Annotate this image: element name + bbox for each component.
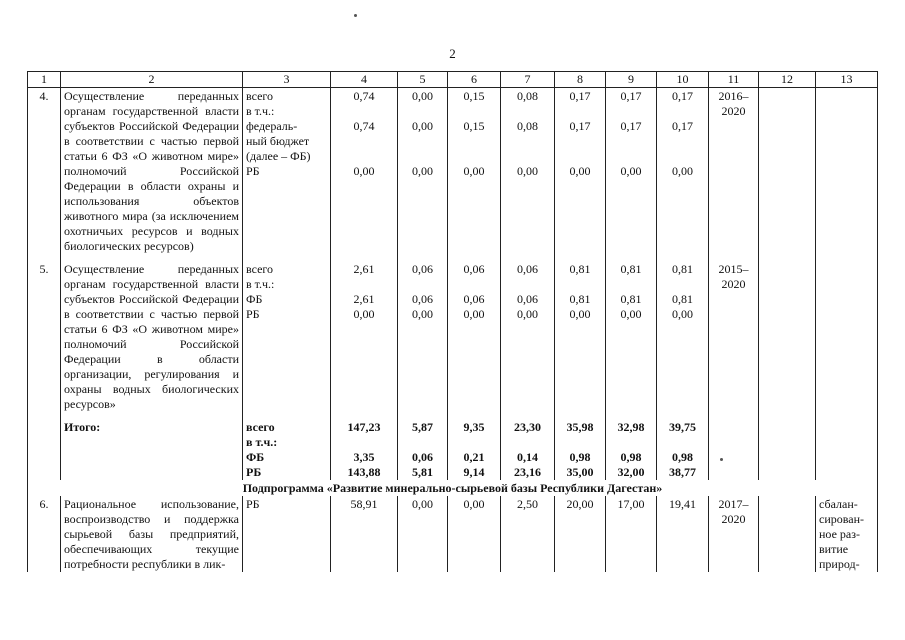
column-header-8: 8 <box>555 72 606 88</box>
value-v8-line: 0,81 <box>569 262 591 276</box>
total-value-v9-line: 32,98 <box>617 420 645 434</box>
implementation-period-line: 2020 <box>721 277 746 291</box>
value-v6-line <box>451 134 497 149</box>
expected-result-line: сбалан- <box>819 497 858 511</box>
value-v7-line <box>504 277 551 292</box>
value-v5-line: 0,06 <box>412 262 433 276</box>
funding-source-line: в т.ч.: <box>246 104 275 118</box>
implementation-period <box>709 261 759 412</box>
total-value-v4 <box>331 419 398 480</box>
value-v8-line <box>558 104 602 119</box>
funding-source-line: ФБ <box>246 292 263 306</box>
total-value-v4-line: 147,23 <box>347 420 381 434</box>
gap-cell <box>555 254 606 261</box>
value-v8-line <box>558 149 602 164</box>
total-empty-cell <box>709 419 759 480</box>
value-v9-line <box>609 134 653 149</box>
implementation-period <box>709 496 759 572</box>
value-v5-line: 0,00 <box>412 164 433 178</box>
total-empty-cell <box>759 419 816 480</box>
column-header-2: 2 <box>61 72 243 88</box>
value-v6-line: 0,06 <box>463 292 485 306</box>
expected-result <box>816 261 878 412</box>
value-v8-line <box>558 277 602 292</box>
table-row <box>28 496 878 572</box>
total-value-v7-line <box>504 435 551 450</box>
value-v5-line: 0,06 <box>412 292 433 306</box>
gap-cell <box>606 254 657 261</box>
column-12-cell <box>759 88 816 255</box>
measure-name-text: Рациональное использование, воспроизводство и поддержка сырьевой базы предприятий, обеспечивающих текущие потребности республики в лик- <box>64 497 239 571</box>
total-value-v8-line: 35,98 <box>566 420 594 434</box>
value-v9-line: 0,81 <box>620 262 642 276</box>
value-v4 <box>331 261 398 412</box>
gap-cell <box>61 412 243 419</box>
measure-name-text: Осуществление переданных органам государственной власти субъектов Российской Федерации в соответствии с частью первой статьи 6 ФЗ «О животном мире» полномочий Российской Федерации в области охраны и использования объектов животного мира (за исключением охотничьих ресурсов и водных биологических ресурсов) <box>64 89 239 253</box>
total-value-v6-line: 9,35 <box>463 420 485 434</box>
value-v4-line: 0,00 <box>353 307 375 321</box>
measure-name <box>61 496 243 572</box>
total-num-cell <box>28 419 61 480</box>
implementation-period <box>709 88 759 255</box>
total-funding-source-line: РБ <box>246 465 262 479</box>
value-v7-line: 0,06 <box>517 262 538 276</box>
total-value-v10 <box>657 419 709 480</box>
total-value-v9-line <box>609 435 653 450</box>
measure-name-text: Осуществление переданных органам государственной власти субъектов Российской Федерации в соответствии с частью первой статьи 6 ФЗ «О животном мире» полномочий Российской Федерации в области организации, регулирования и охраны водных биологических ресурсов» <box>64 262 239 411</box>
scan-speck <box>354 14 357 17</box>
value-v10-line: 0,81 <box>672 262 693 276</box>
funding-source <box>243 88 331 255</box>
column-header-10: 10 <box>657 72 709 88</box>
value-v6-line <box>451 149 497 164</box>
expected-result-line: ное раз- <box>819 527 860 541</box>
total-funding-source-line: в т.ч.: <box>246 435 278 449</box>
gap-cell <box>555 412 606 419</box>
value-v8-line: 0,00 <box>569 164 591 178</box>
column-header-5: 5 <box>398 72 448 88</box>
expected-result-line: сирован- <box>819 512 864 526</box>
gap-cell <box>398 412 448 419</box>
expected-result <box>816 496 878 572</box>
row-number: 6. <box>28 496 61 572</box>
value-v10 <box>657 88 709 255</box>
funding-source-line: РБ <box>246 164 260 178</box>
funding-source-line: (далее – ФБ) <box>246 149 311 163</box>
gap-cell <box>448 254 501 261</box>
value-v5-line: 0,00 <box>412 89 433 103</box>
total-row <box>28 419 878 480</box>
total-value-v10-line: 39,75 <box>669 420 696 434</box>
implementation-period-line: 2015– <box>718 262 749 276</box>
value-v8-line: 0,17 <box>569 119 591 133</box>
value-v5-line <box>401 104 444 119</box>
funding-source <box>243 261 331 412</box>
value-v9-line: 0,00 <box>620 164 642 178</box>
gap-cell <box>61 254 243 261</box>
value-v6 <box>448 88 501 255</box>
implementation-period-line: 2020 <box>721 512 746 526</box>
funding-source-line: в т.ч.: <box>246 277 275 291</box>
gap-cell <box>501 254 555 261</box>
subprogram-title: Подпрограмма «Развитие минерально-сырьевой базы Республики Дагестан» <box>28 480 878 496</box>
row-number: 4. <box>28 88 61 255</box>
column-header-7: 7 <box>501 72 555 88</box>
value-v4: 58,91 <box>331 496 398 572</box>
total-value-v8 <box>555 419 606 480</box>
value-v5-line: 0,00 <box>412 119 433 133</box>
value-v6-line <box>451 277 497 292</box>
implementation-period-line: 2016– <box>718 89 749 103</box>
value-v6-line: 0,15 <box>463 89 485 103</box>
value-v7-line: 0,00 <box>517 307 538 321</box>
value-v10-line <box>660 104 705 119</box>
value-v5 <box>398 88 448 255</box>
value-v7: 2,50 <box>501 496 555 572</box>
value-v4-line <box>334 104 394 119</box>
value-v9-line: 0,81 <box>620 292 642 306</box>
value-v10-line: 0,00 <box>672 164 693 178</box>
value-v4 <box>331 88 398 255</box>
table-row <box>28 88 878 255</box>
gap-cell <box>816 412 878 419</box>
page-number: 2 <box>449 46 456 61</box>
value-v7 <box>501 88 555 255</box>
funding-source-line: РБ <box>246 307 260 321</box>
value-v4-line: 2,61 <box>353 292 375 306</box>
total-value-v4-line <box>334 435 394 450</box>
value-v6-line: 0,00 <box>463 307 485 321</box>
column-header-4: 4 <box>331 72 398 88</box>
column-12-cell <box>759 261 816 412</box>
value-v8: 20,00 <box>555 496 606 572</box>
column-header-6: 6 <box>448 72 501 88</box>
total-label: Итого: <box>61 419 243 480</box>
gap-cell <box>657 412 709 419</box>
scan-speck <box>720 458 723 461</box>
gap-cell <box>243 254 331 261</box>
value-v6-line: 0,15 <box>463 119 485 133</box>
value-v6-line: 0,00 <box>463 164 485 178</box>
row-gap <box>28 254 878 261</box>
total-value-v5-line <box>401 435 444 450</box>
total-value-v9 <box>606 419 657 480</box>
value-v10: 19,41 <box>657 496 709 572</box>
program-table <box>27 71 878 572</box>
gap-cell <box>243 412 331 419</box>
value-v8-line: 0,81 <box>569 292 591 306</box>
total-value-v9-line: 0,98 <box>620 450 642 464</box>
value-v7-line: 0,08 <box>517 89 538 103</box>
total-empty-cell <box>816 419 878 480</box>
value-v5-line <box>401 277 444 292</box>
total-funding-source-line: всего <box>246 420 275 434</box>
gap-cell <box>657 254 709 261</box>
gap-cell <box>448 412 501 419</box>
column-header-12: 12 <box>759 72 816 88</box>
expected-result <box>816 88 878 255</box>
row-number: 5. <box>28 261 61 412</box>
total-value-v5-line: 0,06 <box>412 450 433 464</box>
value-v9 <box>606 88 657 255</box>
value-v7-line: 0,00 <box>517 164 538 178</box>
total-value-v7-line: 0,14 <box>517 450 538 464</box>
value-v6: 0,00 <box>448 496 501 572</box>
value-v7-line: 0,06 <box>517 292 538 306</box>
gap-cell <box>28 412 61 419</box>
total-value-v8-line: 35,00 <box>566 465 594 479</box>
total-value-v4-line: 143,88 <box>347 465 381 479</box>
value-v10-line <box>660 277 705 292</box>
gap-cell <box>398 254 448 261</box>
total-value-v10-line: 38,77 <box>669 465 696 479</box>
funding-source-line: всего <box>246 89 274 103</box>
value-v8 <box>555 88 606 255</box>
total-value-v9-line: 32,00 <box>617 465 645 479</box>
gap-cell <box>709 412 759 419</box>
measure-name <box>61 88 243 255</box>
column-12-cell <box>759 496 816 572</box>
funding-source-line: ный бюджет <box>246 134 310 148</box>
gap-cell <box>331 412 398 419</box>
value-v8 <box>555 261 606 412</box>
value-v4-line <box>334 149 394 164</box>
value-v5-line <box>401 134 444 149</box>
measure-name <box>61 261 243 412</box>
total-value-v8-line: 0,98 <box>569 450 591 464</box>
gap-cell <box>501 412 555 419</box>
funding-source-line: федераль- <box>246 119 298 133</box>
column-header-11: 11 <box>709 72 759 88</box>
value-v9-line <box>609 149 653 164</box>
total-value-v5-line: 5,81 <box>412 465 433 479</box>
implementation-period-line: 2017– <box>718 497 749 511</box>
value-v4-line <box>334 134 394 149</box>
expected-result-line: витие <box>819 542 849 556</box>
value-v10 <box>657 261 709 412</box>
value-v5: 0,00 <box>398 496 448 572</box>
total-value-v10-line: 0,98 <box>672 450 693 464</box>
value-v9-line <box>609 277 653 292</box>
implementation-period-line: 2020 <box>721 104 746 118</box>
value-v4-line: 2,61 <box>353 262 375 276</box>
total-value-v7-line: 23,16 <box>514 465 541 479</box>
total-value-v7-line: 23,30 <box>514 420 541 434</box>
total-value-v6-line: 9,14 <box>463 465 485 479</box>
funding-source: РБ <box>243 496 331 572</box>
column-header-1: 1 <box>28 72 61 88</box>
value-v6-line <box>451 104 497 119</box>
value-v9 <box>606 261 657 412</box>
value-v5 <box>398 261 448 412</box>
total-funding-source-line: ФБ <box>246 450 265 464</box>
total-value-v5-line: 5,87 <box>412 420 433 434</box>
value-v8-line <box>558 134 602 149</box>
gap-cell <box>28 254 61 261</box>
funding-source-line: всего <box>246 262 274 276</box>
value-v8-line: 0,17 <box>569 89 591 103</box>
value-v9: 17,00 <box>606 496 657 572</box>
value-v7-line <box>504 104 551 119</box>
gap-cell <box>759 412 816 419</box>
total-value-v6-line: 0,21 <box>463 450 485 464</box>
header-row <box>28 72 878 88</box>
value-v9-line: 0,17 <box>620 89 642 103</box>
value-v10-line: 0,00 <box>672 307 693 321</box>
gap-cell <box>606 412 657 419</box>
value-v10-line <box>660 134 705 149</box>
value-v6 <box>448 261 501 412</box>
value-v9-line <box>609 104 653 119</box>
column-header-13: 13 <box>816 72 878 88</box>
total-value-v6 <box>448 419 501 480</box>
column-header-9: 9 <box>606 72 657 88</box>
value-v6-line: 0,06 <box>463 262 485 276</box>
value-v10-line: 0,81 <box>672 292 693 306</box>
value-v4-line: 0,74 <box>353 89 375 103</box>
gap-cell <box>759 254 816 261</box>
value-v10-line <box>660 149 705 164</box>
value-v9-line: 0,00 <box>620 307 642 321</box>
total-value-v10-line <box>660 435 705 450</box>
value-v7-line: 0,08 <box>517 119 538 133</box>
value-v4-line <box>334 277 394 292</box>
total-value-v6-line <box>451 435 497 450</box>
gap-cell <box>331 254 398 261</box>
column-header-3: 3 <box>243 72 331 88</box>
value-v7-line <box>504 149 551 164</box>
subprogram-row <box>28 480 878 496</box>
gap-cell <box>816 254 878 261</box>
value-v4-line: 0,00 <box>353 164 375 178</box>
value-v9-line: 0,17 <box>620 119 642 133</box>
value-v10-line: 0,17 <box>672 89 693 103</box>
value-v7-line <box>504 134 551 149</box>
value-v7 <box>501 261 555 412</box>
value-v4-line: 0,74 <box>353 119 375 133</box>
total-value-v5 <box>398 419 448 480</box>
value-v10-line: 0,17 <box>672 119 693 133</box>
total-value-v4-line: 3,35 <box>353 450 375 464</box>
value-v8-line: 0,00 <box>569 307 591 321</box>
value-v5-line: 0,00 <box>412 307 433 321</box>
expected-result-line: природ- <box>819 557 860 571</box>
total-value-v7 <box>501 419 555 480</box>
total-funding-source <box>243 419 331 480</box>
row-gap <box>28 412 878 419</box>
gap-cell <box>709 254 759 261</box>
total-value-v8-line <box>558 435 602 450</box>
value-v5-line <box>401 149 444 164</box>
table-row <box>28 261 878 412</box>
